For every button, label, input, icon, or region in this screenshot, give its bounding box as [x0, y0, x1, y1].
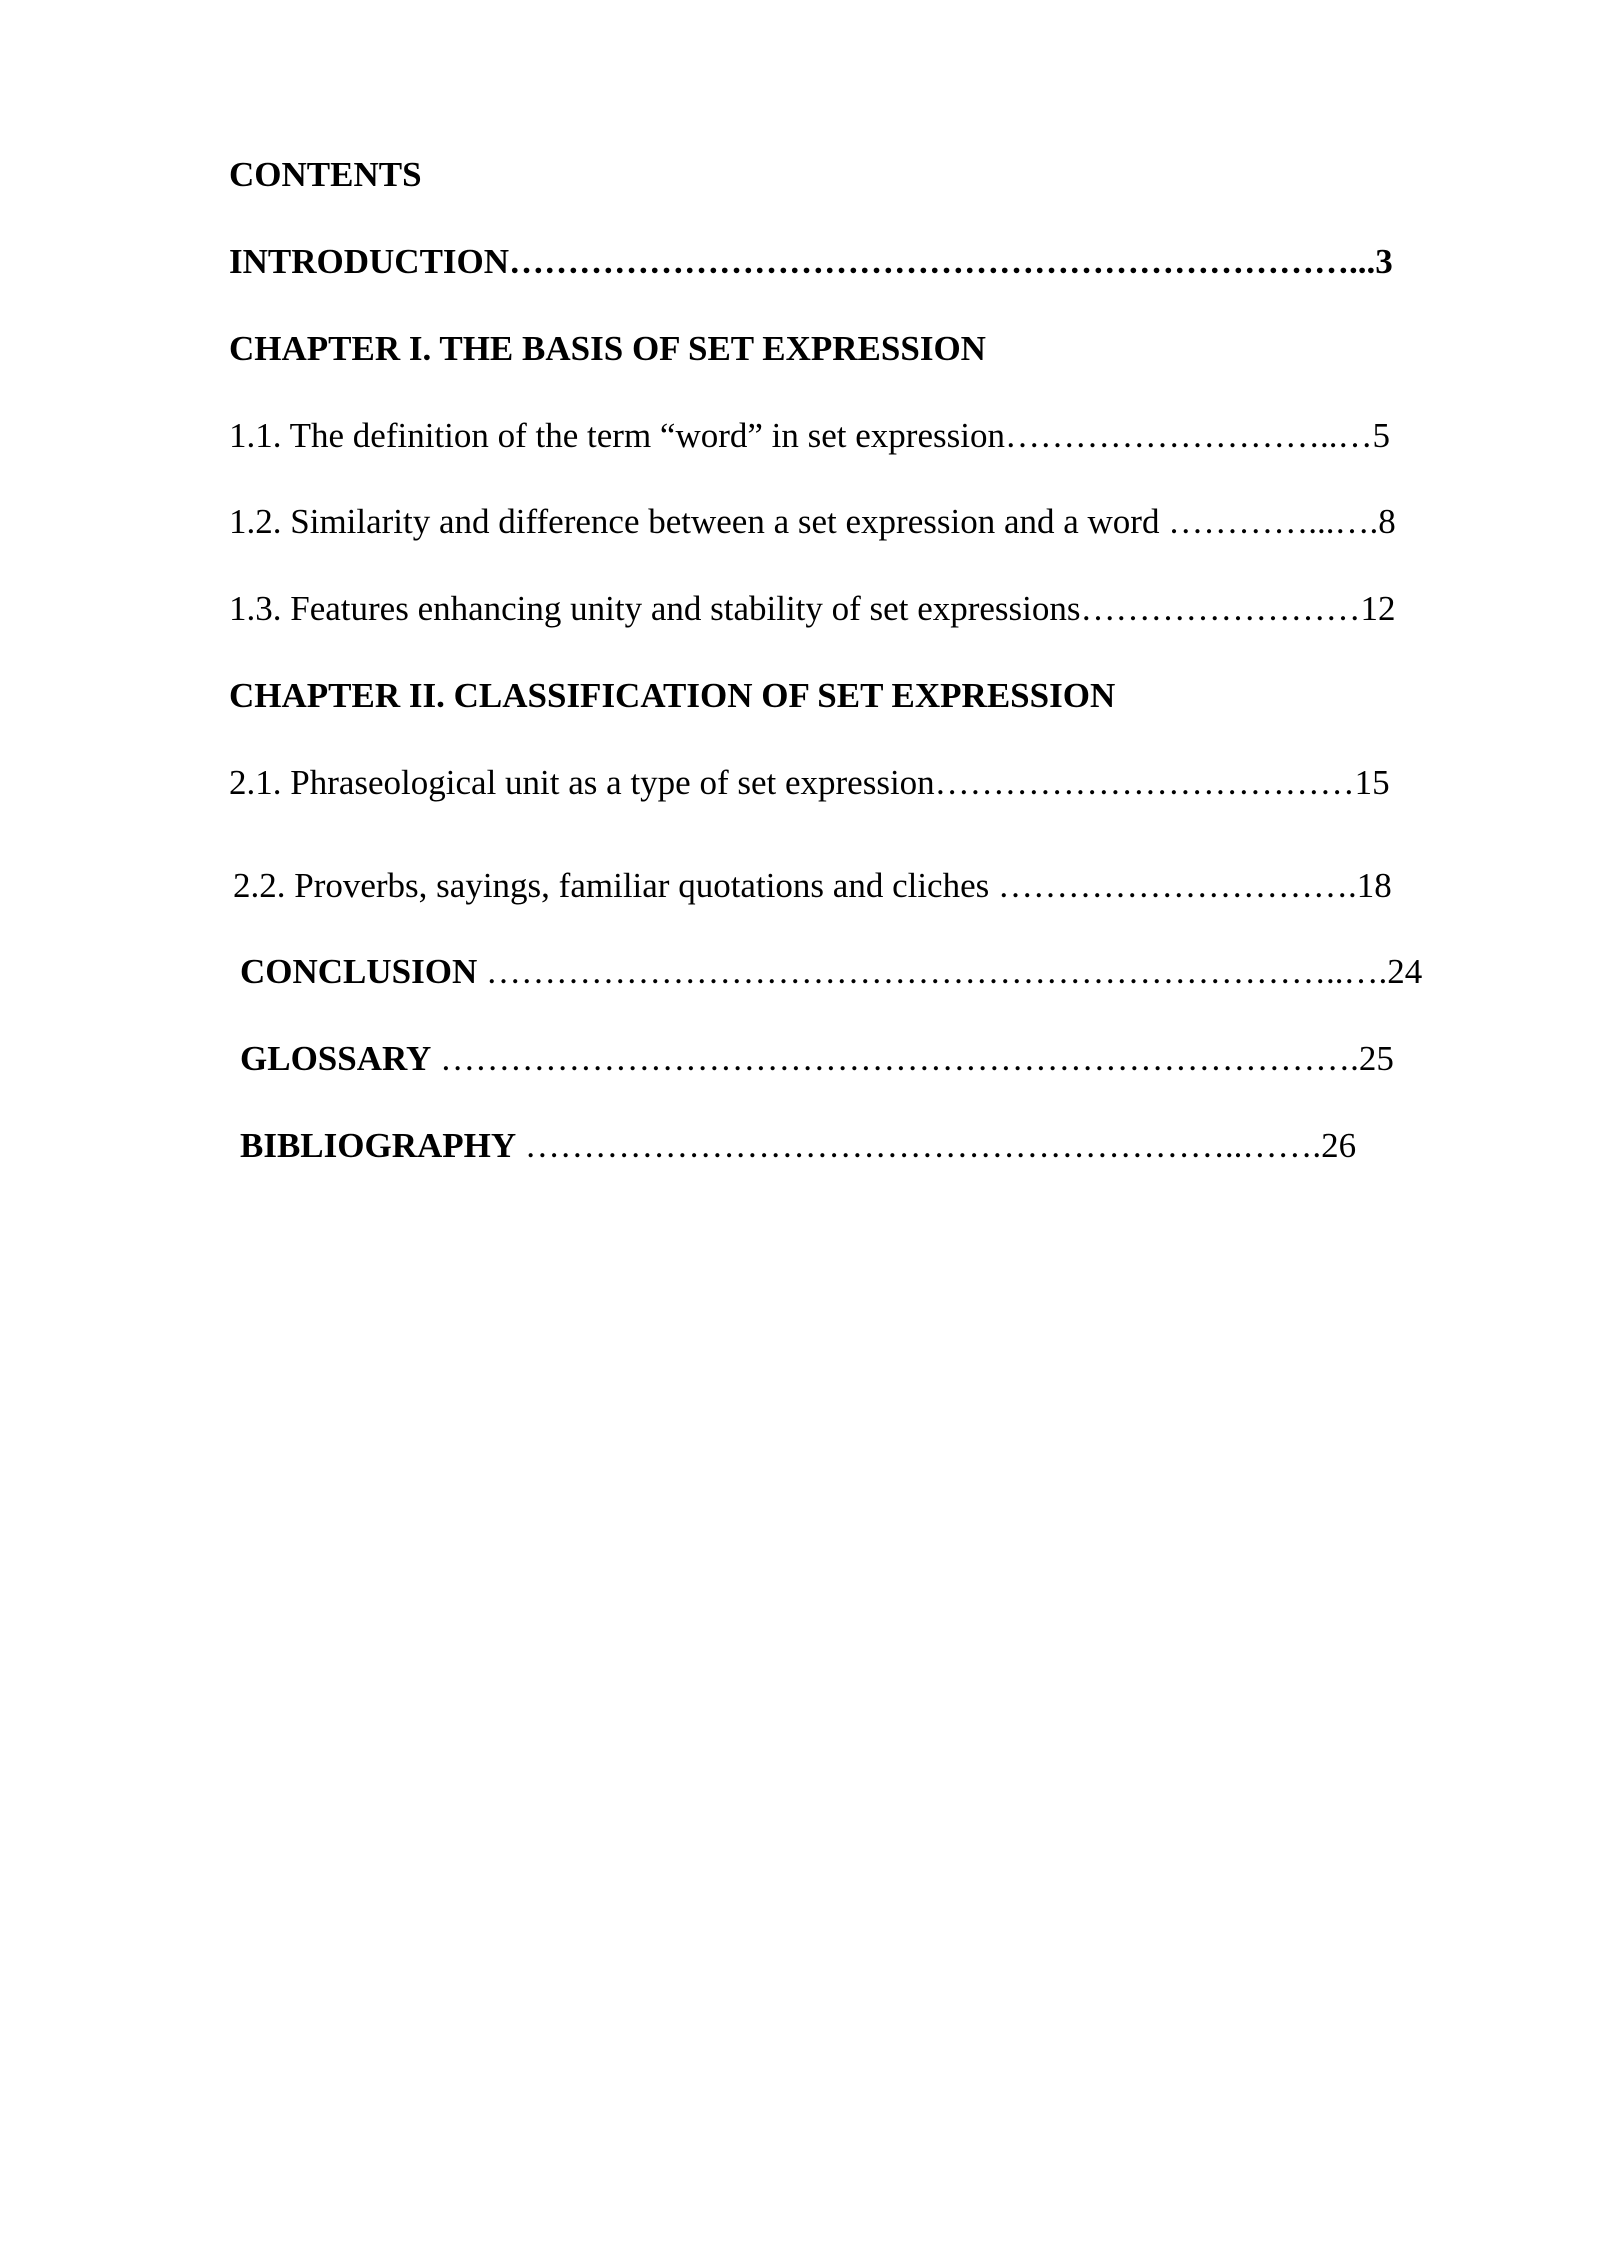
toc-entry-bibliography-leader: ……………………………………………………..…….26 [516, 1126, 1357, 1165]
toc-entry-bibliography [240, 1126, 1356, 1166]
toc-entry-conclusion-leader: ………………………………………………………………..….24 [477, 952, 1423, 991]
toc-entry-bibliography-label: BIBLIOGRAPHY [240, 1126, 517, 1165]
toc-entry-glossary-label: GLOSSARY [240, 1039, 432, 1078]
toc-entry-introduction: INTRODUCTION………………………………………………………………...3 [229, 242, 1393, 281]
toc-entry-glossary-leader: …………………………………………………………………….25 [431, 1039, 1394, 1078]
toc-chapter-2-heading: CHAPTER II. CLASSIFICATION OF SET EXPRESSION [229, 676, 1116, 715]
toc-entry-conclusion-label: CONCLUSION [240, 952, 478, 991]
toc-entry-1-2: 1.2. Similarity and difference between a set expression and a word …………...….8 [229, 502, 1396, 541]
toc-entry-1-3: 1.3. Features enhancing unity and stability of set expressions……………………12 [229, 589, 1396, 628]
toc-entry-2-2: 2.2. Proverbs, sayings, familiar quotations and cliches ………………………….18 [233, 866, 1392, 905]
contents-title: CONTENTS [229, 155, 422, 194]
toc-entry-1-1: 1.1. The definition of the term “word” in set expression………………………..…5 [229, 416, 1390, 455]
toc-entry-conclusion [240, 952, 1422, 992]
toc-entry-glossary [240, 1039, 1394, 1079]
toc-entry-2-1: 2.1. Phraseological unit as a type of set expression………………………………15 [229, 763, 1390, 802]
toc-chapter-1-heading: CHAPTER I. THE BASIS OF SET EXPRESSION [229, 329, 986, 368]
